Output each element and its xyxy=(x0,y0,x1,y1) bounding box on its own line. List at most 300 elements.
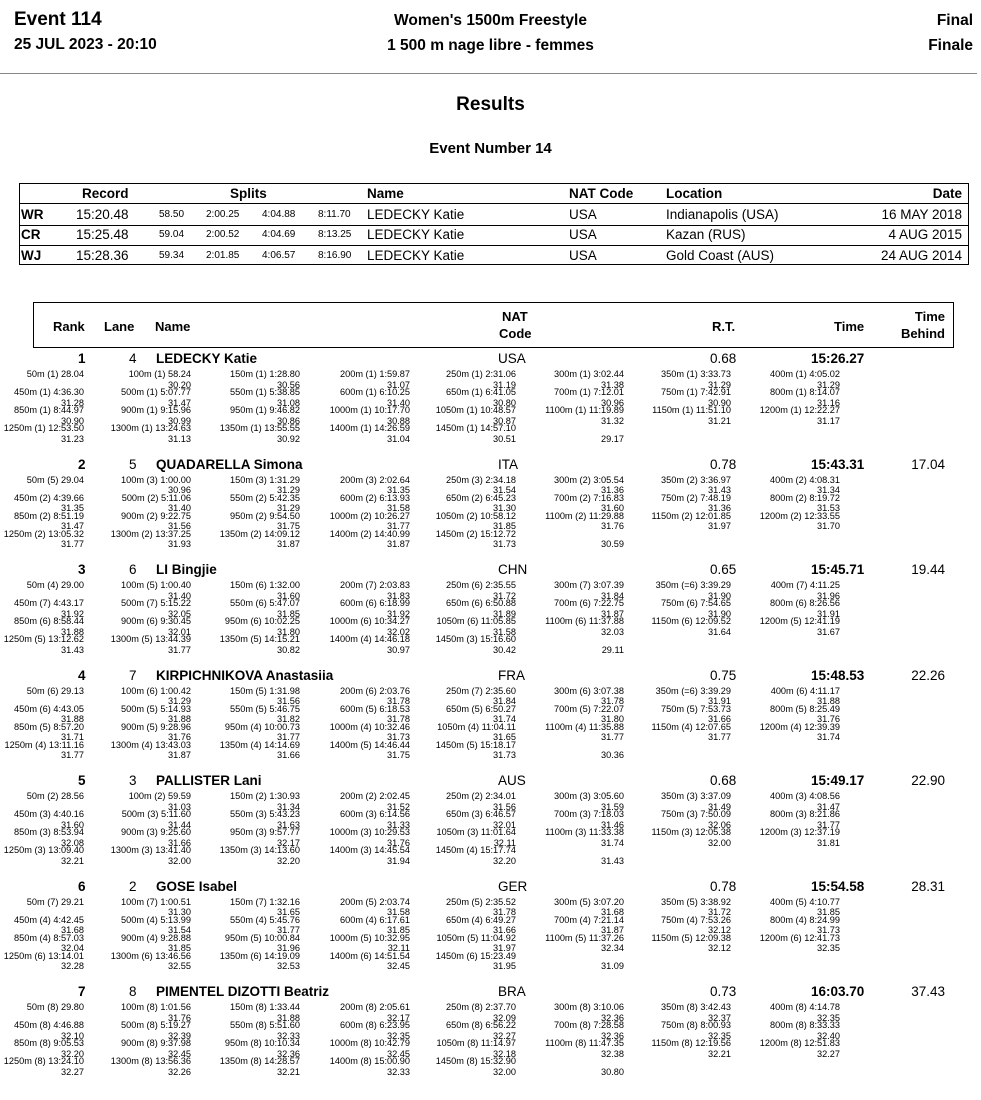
record-split: 59.34 xyxy=(159,249,185,261)
split-cumulative: 450m (2) 4:39.66 xyxy=(14,492,84,503)
split-cell xyxy=(730,511,840,532)
split-cell xyxy=(81,845,191,866)
split-cumulative: 900m (5) 9:28.96 xyxy=(121,721,191,732)
split-lap: 31.77 xyxy=(387,521,410,532)
split-lap: 31.73 xyxy=(493,539,516,550)
record-split: 2:00.52 xyxy=(206,229,240,240)
split-lap: 31.56 xyxy=(493,801,516,812)
split-cumulative: 600m (3) 6:14.56 xyxy=(340,809,410,819)
athlete-name: LEDECKY Katie xyxy=(156,351,258,366)
split-cumulative: 300m (2) 3:05.54 xyxy=(554,474,624,485)
split-lap: 32.00 xyxy=(708,837,731,848)
split-cumulative: 200m (1) 1:59.87 xyxy=(340,369,410,379)
split-cumulative: 600m (1) 6:10.25 xyxy=(340,387,410,397)
split-lap: 31.44 xyxy=(168,819,191,830)
split-cell xyxy=(621,1038,731,1059)
split-cumulative: 750m (1) 7:42.91 xyxy=(661,387,731,397)
split-lap: 32.05 xyxy=(168,608,191,619)
split-cumulative: 1100m (2) 11:29.88 xyxy=(545,510,624,521)
split-lap: 30.80 xyxy=(493,397,516,408)
split-lap: 32.18 xyxy=(493,1048,516,1059)
athlete-time-behind: 22.90 xyxy=(911,773,945,788)
results-header-lane: Lane xyxy=(104,319,135,334)
record-split: 58.50 xyxy=(159,208,185,220)
split-lap: 31.35 xyxy=(61,503,84,514)
split-cumulative: 200m (7) 2:03.83 xyxy=(340,580,410,590)
split-cumulative: 650m (2) 6:45.23 xyxy=(446,492,516,503)
split-lap: 31.78 xyxy=(493,907,516,918)
split-lap: 31.85 xyxy=(387,925,410,936)
split-cumulative: 1200m (2) 12:33.55 xyxy=(759,510,840,521)
split-cumulative: 400m (2) 4:08.31 xyxy=(770,474,840,485)
split-cumulative: 550m (8) 5:51.60 xyxy=(230,1020,300,1030)
split-cumulative: 1050m (3) 11:01.64 xyxy=(436,827,516,837)
split-lap: 31.66 xyxy=(277,750,300,761)
split-lap: 31.97 xyxy=(493,943,516,954)
records-header-name: Name xyxy=(367,186,404,201)
split-cumulative: 1350m (3) 14:13.60 xyxy=(219,845,300,855)
athlete-lane: 6 xyxy=(129,562,137,577)
split-lap: 30.88 xyxy=(387,415,410,426)
athlete-time: 15:54.58 xyxy=(811,878,865,894)
phase-en: Final xyxy=(936,12,973,29)
split-lap: 31.29 xyxy=(708,379,731,390)
split-lap: 32.21 xyxy=(708,1048,731,1059)
split-cumulative: 1100m (4) 11:35.88 xyxy=(545,721,624,732)
split-lap: 32.37 xyxy=(708,1012,731,1023)
split-cumulative: 550m (3) 5:43.23 xyxy=(230,809,300,819)
split-lap: 32.33 xyxy=(277,1030,300,1041)
athlete-name: GOSE Isabel xyxy=(156,878,238,894)
split-lap: 31.43 xyxy=(61,644,84,655)
split-lap: 31.60 xyxy=(277,590,300,601)
split-cumulative: 1400m (8) 15:00.90 xyxy=(329,1056,410,1066)
split-cumulative: 850m (2) 8:51.19 xyxy=(14,510,84,521)
split-lap: 31.96 xyxy=(817,590,840,601)
split-cumulative: 1250m (6) 13:14.01 xyxy=(3,950,84,961)
split-lap: 31.43 xyxy=(708,485,731,496)
split-cumulative: 450m (1) 4:36.30 xyxy=(14,387,84,397)
split-cumulative: 1250m (5) 13:12.62 xyxy=(3,634,84,644)
split-lap: 31.82 xyxy=(277,714,300,725)
split-lap: 31.54 xyxy=(168,925,191,936)
split-lap: 32.00 xyxy=(493,1066,516,1077)
split-cumulative: 1050m (4) 11:04.11 xyxy=(437,721,516,732)
record-location: Indianapolis (USA) xyxy=(666,206,779,222)
record-location: Gold Coast (AUS) xyxy=(666,247,775,263)
split-lap: 31.76 xyxy=(168,732,191,743)
split-cumulative: 650m (1) 6:41.05 xyxy=(446,387,516,397)
athlete-name: LI Bingjie xyxy=(156,562,217,577)
split-lap: 31.32 xyxy=(601,415,624,426)
athlete-lane: 2 xyxy=(129,878,137,894)
split-cumulative: 250m (7) 2:35.60 xyxy=(446,685,516,696)
split-lap: 31.58 xyxy=(493,626,516,637)
record-time: 15:25.48 xyxy=(76,227,129,242)
split-cumulative: 150m (6) 1:32.00 xyxy=(230,580,300,590)
split-lap: 32.02 xyxy=(387,626,410,637)
athlete-lane: 7 xyxy=(129,667,137,683)
phase-fr: Finale xyxy=(928,37,973,54)
split-lap: 31.30 xyxy=(493,503,516,514)
split-cumulative: 1450m (2) 15:12.72 xyxy=(435,528,516,539)
split-lap: 31.71 xyxy=(61,732,84,743)
split-cumulative: 1150m (2) 12:01.85 xyxy=(651,510,731,521)
split-cumulative: 1400m (3) 14:45.54 xyxy=(329,845,410,855)
split-cell xyxy=(621,616,731,637)
split-lap: 31.36 xyxy=(601,485,624,496)
record-nat: USA xyxy=(569,206,597,222)
split-cell xyxy=(621,511,731,532)
split-cumulative: 700m (1) 7:12.01 xyxy=(554,387,624,397)
split-cumulative: 550m (1) 5:38.85 xyxy=(230,387,300,397)
split-lap: 31.36 xyxy=(708,503,731,514)
records-header-location: Location xyxy=(666,186,723,201)
athlete-time-behind: 17.04 xyxy=(911,456,945,472)
split-lap: 31.77 xyxy=(277,925,300,936)
split-cumulative: 1200m (1) 12:22.27 xyxy=(759,405,840,415)
split-cumulative: 1450m (1) 14:57.10 xyxy=(435,423,516,433)
split-cumulative: 1050m (2) 10:58.12 xyxy=(435,510,516,521)
split-lap: 32.20 xyxy=(61,1048,84,1059)
split-lap: 31.53 xyxy=(817,503,840,514)
split-cell xyxy=(300,740,410,761)
athlete-row xyxy=(0,561,981,667)
split-cumulative xyxy=(514,423,624,434)
athlete-time: 15:26.27 xyxy=(811,351,865,366)
split-cumulative: 250m (3) 2:34.18 xyxy=(446,474,516,485)
split-lap: 31.03 xyxy=(168,801,191,812)
split-lap: 31.47 xyxy=(61,521,84,532)
split-lap: 30.80 xyxy=(601,1066,624,1077)
split-cumulative: 950m (3) 9:57.77 xyxy=(230,827,300,837)
split-cell xyxy=(406,951,516,972)
split-cumulative: 1400m (1) 14:26.59 xyxy=(329,423,410,433)
split-lap: 30.90 xyxy=(708,397,731,408)
split-cumulative: 200m (8) 2:05.61 xyxy=(340,1002,410,1012)
split-cumulative: 1350m (2) 14:09.12 xyxy=(219,528,300,539)
split-lap: 31.91 xyxy=(817,608,840,619)
split-cumulative xyxy=(514,1056,624,1067)
split-lap: 31.88 xyxy=(277,1012,300,1023)
split-cumulative: 50m (5) 29.04 xyxy=(26,474,84,485)
split-lap: 31.73 xyxy=(387,732,410,743)
split-lap: 32.01 xyxy=(493,819,516,830)
split-cumulative: 50m (6) 29.13 xyxy=(26,685,84,696)
split-lap: 32.21 xyxy=(61,855,84,866)
split-cumulative: 1300m (4) 13:43.03 xyxy=(110,739,191,750)
results-header-rt: R.T. xyxy=(712,319,736,334)
split-cumulative: 1050m (8) 11:14.97 xyxy=(436,1038,516,1048)
split-cumulative: 100m (3) 1:00.00 xyxy=(121,474,191,485)
split-cumulative: 600m (6) 6:18.99 xyxy=(340,598,410,608)
split-lap: 31.72 xyxy=(493,590,516,601)
split-cell xyxy=(300,951,410,972)
split-cell xyxy=(300,1056,410,1077)
record-location: Kazan (RUS) xyxy=(666,227,746,242)
split-lap: 31.77 xyxy=(168,644,191,655)
split-lap: 31.91 xyxy=(708,696,731,707)
split-cumulative: 1300m (5) 13:44.39 xyxy=(110,634,191,644)
split-cumulative: 1100m (8) 11:47.35 xyxy=(545,1038,624,1048)
split-cell xyxy=(81,423,191,444)
split-cumulative: 1350m (5) 14:15.21 xyxy=(219,634,300,644)
split-cell xyxy=(300,423,410,444)
athlete-nat: BRA xyxy=(498,984,526,999)
split-cumulative: 100m (5) 1:00.40 xyxy=(121,580,191,590)
record-split: 4:04.69 xyxy=(262,229,296,240)
split-cumulative: 50m (1) 28.04 xyxy=(26,369,84,379)
split-cumulative: 950m (4) 10:00.73 xyxy=(224,721,300,732)
split-cell xyxy=(190,740,300,761)
record-code: WR xyxy=(21,206,44,222)
split-lap: 31.85 xyxy=(277,608,300,619)
split-cumulative: 100m (2) 59.59 xyxy=(128,791,191,801)
athlete-rank: 6 xyxy=(78,878,86,894)
split-cumulative: 850m (1) 8:44.97 xyxy=(14,405,84,415)
split-lap: 31.49 xyxy=(708,801,731,812)
split-lap: 31.78 xyxy=(601,696,624,707)
results-table-header xyxy=(33,302,954,348)
split-cell xyxy=(730,933,840,954)
split-cumulative: 350m (=6) 3:39.29 xyxy=(655,685,731,696)
split-cumulative: 900m (6) 9:30.45 xyxy=(121,616,191,626)
split-lap: 31.66 xyxy=(493,925,516,936)
split-lap: 30.92 xyxy=(277,433,300,444)
split-cumulative: 1300m (3) 13:41.40 xyxy=(110,845,191,855)
split-cumulative: 950m (5) 10:00.84 xyxy=(224,932,300,943)
split-cell xyxy=(406,1056,516,1077)
record-date: 16 MAY 2018 xyxy=(881,206,962,222)
split-lap: 31.94 xyxy=(387,855,410,866)
split-cell xyxy=(730,827,840,848)
split-lap: 31.74 xyxy=(817,732,840,743)
split-cumulative: 250m (1) 2:31.06 xyxy=(446,369,516,379)
split-lap: 30.36 xyxy=(601,750,624,761)
athlete-time: 15:45.71 xyxy=(811,562,865,577)
split-lap: 31.29 xyxy=(277,503,300,514)
athlete-time: 16:03.70 xyxy=(811,984,865,999)
split-cumulative: 700m (4) 7:21.14 xyxy=(554,914,624,925)
split-lap: 32.45 xyxy=(168,1048,191,1059)
split-cumulative: 200m (2) 2:02.45 xyxy=(340,791,410,801)
record-code: WJ xyxy=(21,247,42,263)
athlete-nat: ITA xyxy=(498,456,518,472)
split-cumulative: 700m (5) 7:22.07 xyxy=(554,703,624,714)
split-lap: 31.73 xyxy=(817,925,840,936)
split-lap: 32.27 xyxy=(61,1066,84,1077)
split-lap: 31.92 xyxy=(61,608,84,619)
split-cumulative: 450m (4) 4:42.45 xyxy=(14,914,84,925)
split-cumulative: 850m (3) 8:53.94 xyxy=(14,827,84,837)
split-lap: 31.72 xyxy=(708,907,731,918)
split-lap: 29.11 xyxy=(601,644,624,655)
split-cumulative: 750m (5) 7:53.73 xyxy=(661,703,731,714)
split-cumulative: 1000m (8) 10:42.79 xyxy=(329,1038,410,1048)
split-cumulative: 950m (8) 10:10.34 xyxy=(224,1038,300,1048)
split-cumulative: 550m (6) 5:47.07 xyxy=(230,598,300,608)
split-lap: 31.35 xyxy=(387,485,410,496)
split-cumulative: 1300m (8) 13:56.36 xyxy=(110,1056,191,1066)
split-lap: 31.43 xyxy=(601,855,624,866)
split-lap: 31.70 xyxy=(817,521,840,532)
split-cumulative: 950m (6) 10:02.25 xyxy=(224,616,300,626)
split-lap: 32.35 xyxy=(387,1030,410,1041)
athlete-rank: 7 xyxy=(78,984,86,999)
split-cumulative: 1000m (4) 10:32.46 xyxy=(329,721,410,732)
split-cumulative: 1400m (2) 14:40.99 xyxy=(329,528,410,539)
split-lap: 31.08 xyxy=(277,397,300,408)
split-cumulative: 1150m (3) 12:05.38 xyxy=(651,827,731,837)
split-lap: 32.11 xyxy=(387,943,410,954)
split-cumulative: 400m (5) 4:10.77 xyxy=(770,896,840,907)
records-header-date: Date xyxy=(932,186,962,201)
split-lap: 31.04 xyxy=(387,433,410,444)
split-lap: 31.58 xyxy=(387,503,410,514)
split-cumulative: 1200m (3) 12:37.19 xyxy=(759,827,840,837)
split-lap: 31.92 xyxy=(387,608,410,619)
split-lap: 32.39 xyxy=(168,1030,191,1041)
athlete-rank: 4 xyxy=(78,667,86,683)
athlete-nat: CHN xyxy=(498,562,528,577)
split-cumulative: 50m (7) 29.21 xyxy=(26,896,84,907)
split-cumulative: 1350m (6) 14:19.09 xyxy=(219,950,300,961)
split-cumulative: 300m (7) 3:07.39 xyxy=(554,580,624,590)
split-cumulative: 500m (2) 5:11.06 xyxy=(121,492,191,503)
split-cumulative: 1450m (6) 15:23.49 xyxy=(435,950,516,961)
split-lap: 31.76 xyxy=(387,837,410,848)
split-lap: 32.36 xyxy=(601,1030,624,1041)
split-lap: 31.88 xyxy=(61,626,84,637)
split-lap: 32.35 xyxy=(817,943,840,954)
split-cumulative: 300m (5) 3:07.20 xyxy=(554,896,624,907)
split-cumulative: 1200m (6) 12:41.73 xyxy=(759,932,840,943)
athlete-nat: USA xyxy=(498,351,526,366)
split-cumulative: 850m (6) 8:58.44 xyxy=(14,616,84,626)
split-cumulative: 1150m (6) 12:09.52 xyxy=(651,616,731,626)
split-lap: 30.96 xyxy=(168,485,191,496)
split-cumulative: 800m (5) 8:25.49 xyxy=(770,703,840,714)
split-cumulative: 750m (2) 7:48.19 xyxy=(661,492,731,503)
athlete-lane: 5 xyxy=(129,456,137,472)
split-cell xyxy=(514,740,624,761)
split-lap: 31.85 xyxy=(168,943,191,954)
split-cumulative: 500m (4) 5:13.99 xyxy=(121,914,191,925)
split-cumulative: 650m (5) 6:50.27 xyxy=(446,703,516,714)
split-lap: 32.36 xyxy=(277,1048,300,1059)
split-lap: 31.73 xyxy=(493,750,516,761)
split-cell xyxy=(0,951,84,972)
split-cell xyxy=(621,827,731,848)
split-cumulative: 100m (1) 58.24 xyxy=(128,369,191,379)
split-lap: 31.40 xyxy=(387,397,410,408)
split-cell xyxy=(190,529,300,550)
split-lap: 31.87 xyxy=(387,539,410,550)
split-lap: 32.04 xyxy=(61,943,84,954)
results-header-code: Code xyxy=(499,326,532,341)
split-cell xyxy=(190,423,300,444)
athlete-nat: FRA xyxy=(498,667,525,683)
split-lap: 30.59 xyxy=(601,539,624,550)
event-number: Event Number 14 xyxy=(429,140,552,157)
split-lap: 32.08 xyxy=(61,837,84,848)
split-cell xyxy=(0,529,84,550)
split-cumulative: 1000m (2) 10:26.27 xyxy=(329,510,410,521)
athlete-time: 15:49.17 xyxy=(811,773,865,788)
split-cumulative: 1250m (2) 13:05.32 xyxy=(3,528,84,539)
record-holder: LEDECKY Katie xyxy=(367,247,465,263)
split-cell xyxy=(514,951,624,972)
split-lap: 31.68 xyxy=(601,907,624,918)
split-cell xyxy=(0,845,84,866)
split-cumulative: 150m (3) 1:31.29 xyxy=(230,474,300,485)
split-lap: 32.09 xyxy=(493,1012,516,1023)
split-cumulative: 850m (4) 8:57.03 xyxy=(14,932,84,943)
split-lap: 31.93 xyxy=(168,539,191,550)
split-cumulative: 1150m (8) 12:19.56 xyxy=(651,1038,731,1048)
split-cumulative: 1050m (1) 10:48.57 xyxy=(435,405,516,415)
record-split: 59.04 xyxy=(159,229,185,240)
split-cumulative: 1100m (6) 11:37.88 xyxy=(545,616,624,626)
split-cumulative: 300m (6) 3:07.38 xyxy=(554,685,624,696)
record-split: 4:04.88 xyxy=(262,208,296,220)
split-cell xyxy=(730,722,840,743)
split-cell xyxy=(621,722,731,743)
split-lap: 31.96 xyxy=(277,943,300,954)
split-cell xyxy=(514,634,624,655)
split-cell xyxy=(190,634,300,655)
split-cumulative: 1150m (4) 12:07.65 xyxy=(651,721,731,732)
record-date: 4 AUG 2015 xyxy=(888,227,962,242)
split-lap: 32.35 xyxy=(708,1030,731,1041)
split-lap: 31.21 xyxy=(708,415,731,426)
split-cumulative: 1250m (3) 13:09.40 xyxy=(3,845,84,855)
event-label: Event 114 xyxy=(14,9,102,30)
split-lap: 32.00 xyxy=(168,855,191,866)
split-cumulative: 200m (6) 2:03.76 xyxy=(340,685,410,696)
record-split: 8:16.90 xyxy=(318,249,352,261)
split-cumulative xyxy=(514,740,624,751)
split-lap: 32.27 xyxy=(493,1030,516,1041)
split-cumulative: 1450m (3) 15:16.60 xyxy=(435,634,516,644)
split-cumulative: 550m (2) 5:42.35 xyxy=(230,492,300,503)
split-cumulative: 350m (8) 3:42.43 xyxy=(661,1002,731,1012)
split-cumulative: 500m (3) 5:11.60 xyxy=(121,809,191,819)
athlete-reaction-time: 0.75 xyxy=(710,667,737,683)
split-cumulative: 100m (6) 1:00.42 xyxy=(121,685,191,696)
split-cumulative: 500m (7) 5:15.22 xyxy=(121,598,191,608)
split-cumulative: 350m (=6) 3:39.29 xyxy=(655,580,731,590)
split-cumulative: 50m (2) 28.56 xyxy=(26,791,84,801)
split-lap: 32.03 xyxy=(601,626,624,637)
split-lap: 32.26 xyxy=(168,1066,191,1077)
record-nat: USA xyxy=(569,247,597,263)
split-lap: 31.76 xyxy=(817,714,840,725)
split-cumulative: 1250m (1) 12:53.50 xyxy=(3,423,84,433)
split-lap: 31.19 xyxy=(493,379,516,390)
results-header-behind-2: Behind xyxy=(900,326,945,341)
split-lap: 32.12 xyxy=(708,943,731,954)
split-lap: 30.97 xyxy=(387,644,410,655)
split-cumulative: 1350m (8) 14:28.57 xyxy=(219,1056,300,1066)
split-cumulative: 1450m (8) 15:32.90 xyxy=(435,1056,516,1066)
split-cumulative: 500m (8) 5:19.27 xyxy=(121,1020,191,1030)
split-lap: 32.45 xyxy=(387,1048,410,1059)
split-cell xyxy=(514,529,624,550)
split-lap: 32.20 xyxy=(277,855,300,866)
split-lap: 31.58 xyxy=(387,907,410,918)
split-lap: 31.97 xyxy=(708,521,731,532)
